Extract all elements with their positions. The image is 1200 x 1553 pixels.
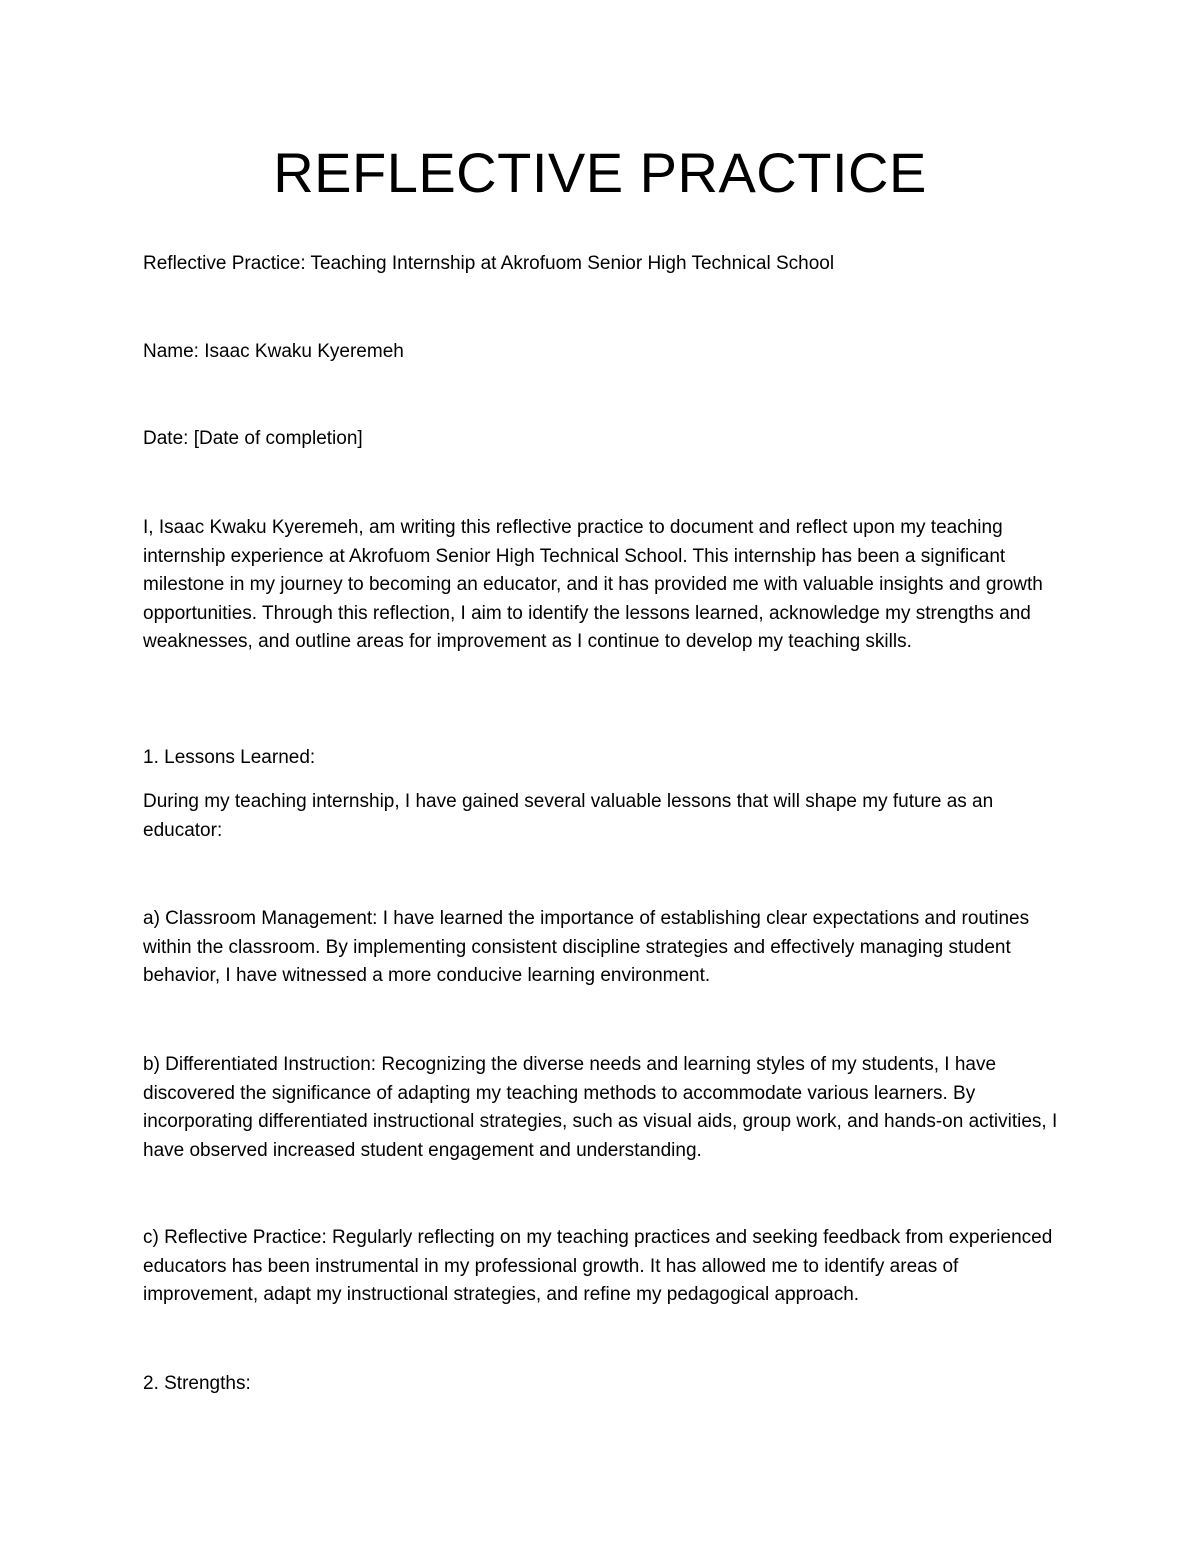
document-subtitle: Reflective Practice: Teaching Internship at Akrofuom Senior High Technical School (143, 253, 835, 274)
document-title: REFLECTIVE PRACTICE (273, 141, 927, 204)
date-line: Date: [Date of completion] (143, 428, 363, 449)
section-heading-strengths: 2. Strengths: (143, 1373, 251, 1394)
item-differentiated-instruction: b) Differentiated Instruction: Recognizing the diverse needs and learning styles of my students, I have discovered the significance of adapting my teaching methods to accommodate various learners. By incorporating differentiated instructional strategies, such as visual aids, group work, and hands-on activities, I have observed increased student engagement and understanding. (143, 1054, 1058, 1161)
item-reflective-practice: c) Reflective Practice: Regularly reflecting on my teaching practices and seeking feedback from experienced educators has been instrumental in my professional growth. It has allowed me to identify areas of improvement, adapt my instructional strategies, and refine my pedagogical approach. (143, 1227, 1053, 1305)
intro-paragraph: I, Isaac Kwaku Kyeremeh, am writing this reflective practice to document and reflect upon my teaching internship experience at Akrofuom Senior High Technical School. This internship has been a significant milestone in my journey to becoming an educator, and it has provided me with valuable insights and growth opportunities. Through this reflection, I aim to identify the lessons learned, acknowledge my strengths and weaknesses, and outline areas for improvement as I continue to develop my teaching skills. (143, 517, 1043, 652)
lessons-intro-paragraph: During my teaching internship, I have gained several valuable lessons that will shape my future as an educator: (143, 791, 994, 841)
item-classroom-management: a) Classroom Management: I have learned the importance of establishing clear expectations and routines within the classroom. By implementing consistent discipline strategies and effectively managing student behavior, I have witnessed a more conducive learning environment. (143, 908, 1030, 986)
section-heading-lessons-learned: 1. Lessons Learned: (143, 747, 316, 768)
name-line: Name: Isaac Kwaku Kyeremeh (143, 341, 404, 362)
